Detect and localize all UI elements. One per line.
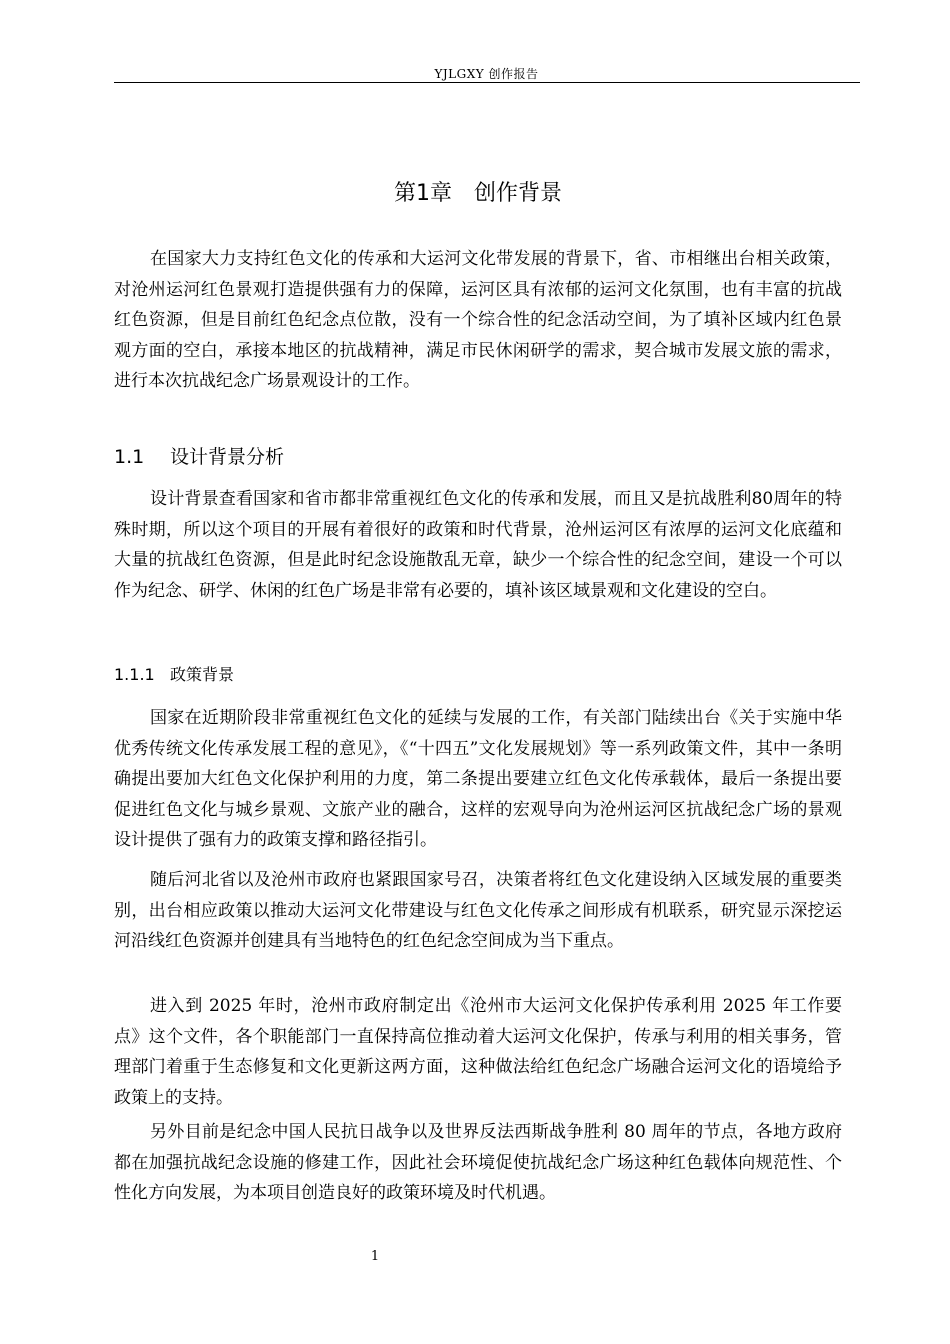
section-1-1-paragraph: 设计背景查看国家和省市都非常重视红色文化的传承和发展，而且又是抗战胜利80周年的特殊时期，所以这个项目的开展有着很好的政策和时代背景，沧州运河区有浓厚的运河文化底蕴和大量的抗战红色资源，但是此时纪念设施散乱无章，缺少一个综合性的纪念空间，建设一个可以作为纪念、研学、休闲的红色广场是非常有必要的，填补该区域景观和文化建设的空白。 (114, 489, 842, 601)
policy-paragraph-1: 国家在近期阶段非常重视红色文化的延续与发展的工作，有关部门陆续出台《关于实施中华优秀传统文化传承发展工程的意见》，《“十四五”文化发展规划》等一系列政策文件，其中一条明确提出要加大红色文化保护利用的力度，第二条提出要建立红色文化传承载体，最后一条提出要促进红色文化与城乡景观、文旅产业的融合，这样的宏观导向为沧州运河区抗战纪念广场的景观设计提供了强有力的政策支撑和路径指引。 (114, 708, 842, 850)
header-rule (114, 82, 860, 83)
policy-paragraph-3: 进入到 2025 年时，沧州市政府制定出《沧州市大运河文化保护传承利用 2025 年工作要点》这个文件，各个职能部门一直保持高位推动着大运河文化保护，传承与利用的相关事务，管理部门着重于生态修复和文化更新这两方面，这种做法给红色纪念广场融合运河文化的语境给予政策上的支持。 (114, 996, 842, 1108)
subsection-number: 1.1.1 (114, 665, 155, 684)
page-number: 1 (370, 1249, 380, 1264)
running-header: YJLGXY 创作报告 (434, 67, 539, 81)
section-heading-1-1 (114, 443, 284, 471)
policy-paragraph-4: 另外目前是纪念中国人民抗日战争以及世界反法西斯战争胜利 80 周年的节点，各地方政府都在加强抗战纪念设施的修建工作，因此社会环境促使抗战纪念广场这种红色载体向规范性、个性化方向发展，为本项目创造良好的政策环境及时代机遇。 (114, 1122, 842, 1203)
chapter-title: 第1章 创作背景 (394, 181, 562, 206)
policy-paragraph-2: 随后河北省以及沧州市政府也紧跟国家号召，决策者将红色文化建设纳入区域发展的重要类别，出台相应政策以推动大运河文化带建设与红色文化传承之间形成有机联系，研究显示深挖运河沿线红色资源并创建具有当地特色的红色纪念空间成为当下重点。 (114, 870, 842, 951)
section-title: 设计背景分析 (170, 446, 285, 468)
section-number: 1.1 (114, 446, 145, 468)
subsection-title: 政策背景 (170, 665, 235, 684)
intro-paragraph: 在国家大力支持红色文化的传承和大运河文化带发展的背景下，省、市相继出台相关政策，对沧州运河红色景观打造提供强有力的保障，运河区具有浓郁的运河文化氛围，也有丰富的抗战红色资源，但是目前红色纪念点位散，没有一个综合性的纪念活动空间，为了填补区域内红色景观方面的空白，承接本地区的抗战精神，满足市民休闲研学的需求，契合城市发展文旅的需求，进行本次抗战纪念广场景观设计的工作。 (114, 249, 842, 391)
subsection-heading-1-1-1 (114, 663, 234, 687)
